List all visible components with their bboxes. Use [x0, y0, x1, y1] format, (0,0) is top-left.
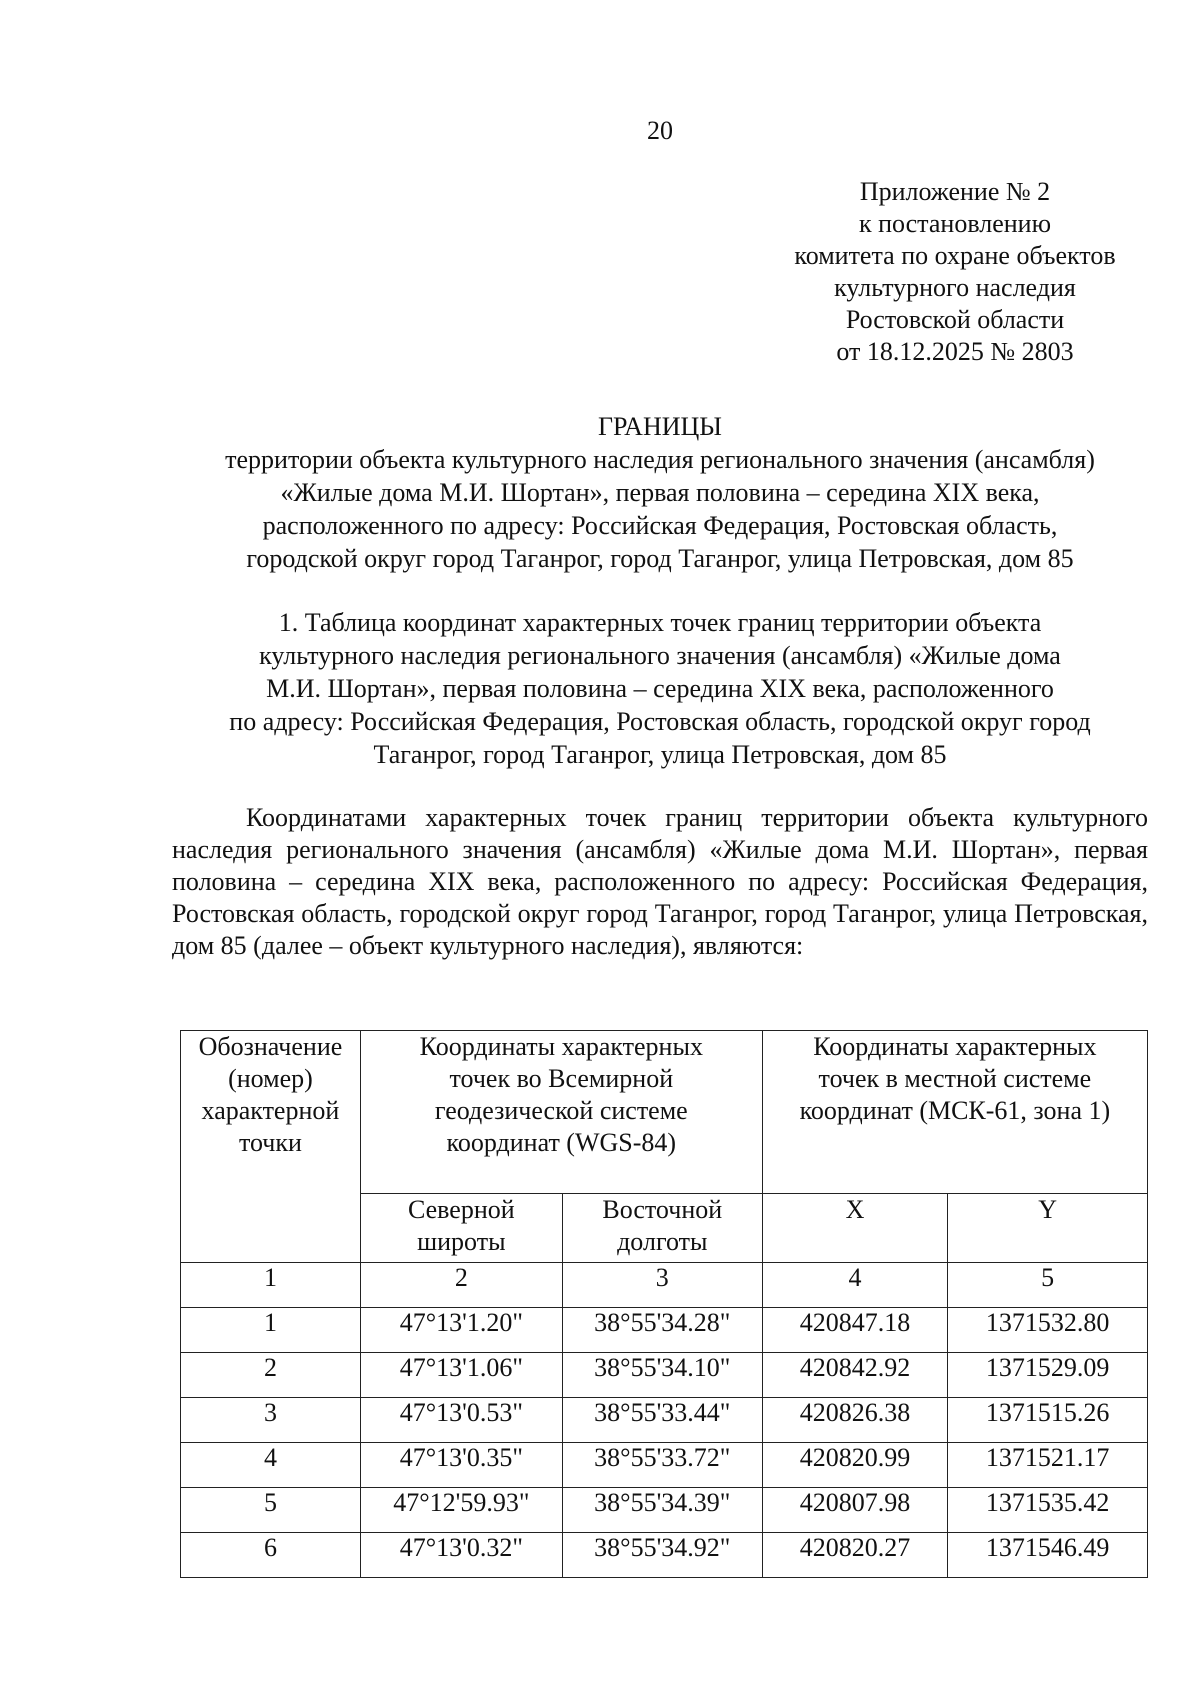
appendix-line: культурного наследия [834, 273, 1076, 302]
coord-x: 420807.98 [762, 1488, 948, 1533]
header-msk: Координаты характерных точек в местной системе координат (МСК-61, зона 1) [762, 1031, 1147, 1194]
table-row [181, 1488, 1148, 1533]
column-number: 1 [181, 1263, 361, 1308]
coord-y: 1371532.80 [948, 1308, 1148, 1353]
coord-y: 1371529.09 [948, 1353, 1148, 1398]
header-designation: Обозначение (номер) характерной точки [181, 1031, 361, 1263]
header-x: X [762, 1194, 948, 1263]
east-longitude: 38°55'34.39" [562, 1488, 762, 1533]
coord-x: 420826.38 [762, 1398, 948, 1443]
column-number-row [181, 1263, 1148, 1308]
coord-y: 1371515.26 [948, 1398, 1148, 1443]
title-line: расположенного по адресу: Российская Федерация, Ростовская область, [262, 511, 1058, 540]
header-east: Восточной долготы [562, 1194, 762, 1263]
title-line: городской округ город Таганрог, город Таганрог, улица Петровская, дом 85 [246, 544, 1074, 573]
table-row [181, 1533, 1148, 1578]
east-longitude: 38°55'34.92" [562, 1533, 762, 1578]
north-latitude: 47°13'0.53" [360, 1398, 562, 1443]
appendix-line: комитета по охране объектов [794, 241, 1116, 270]
title-heading: ГРАНИЦЫ [598, 412, 722, 441]
coordinates-table [180, 1030, 1148, 1578]
north-latitude: 47°12'59.93" [360, 1488, 562, 1533]
east-longitude: 38°55'33.44" [562, 1398, 762, 1443]
table-row [181, 1398, 1148, 1443]
coord-y: 1371546.49 [948, 1533, 1148, 1578]
appendix-line: к постановлению [858, 209, 1052, 238]
appendix-line: от 18.12.2025 № 2803 [836, 337, 1074, 366]
east-longitude: 38°55'33.72" [562, 1443, 762, 1488]
section-title-line: 1. Таблица координат характерных точек границ территории объекта [278, 608, 1042, 637]
north-latitude: 47°13'1.20" [360, 1308, 562, 1353]
body-paragraph: Координатами характерных точек границ территории объекта культурного наследия регионального значения (ансамбля) «Жилые дома М.И. Шортан», первая половина – середина XIX века, расположенного по адресу: Российская Федерация, Ростовская область, городской округ город Таганрог, город Таганрог, улица Петровская, дом 85 (далее – объект культурного наследия), являются: [172, 803, 1148, 960]
column-number: 2 [360, 1263, 562, 1308]
page-number: 20 [647, 116, 673, 145]
east-longitude: 38°55'34.10" [562, 1353, 762, 1398]
north-latitude: 47°13'0.32" [360, 1533, 562, 1578]
column-number: 4 [762, 1263, 948, 1308]
point-number: 2 [181, 1353, 361, 1398]
coord-y: 1371535.42 [948, 1488, 1148, 1533]
section-title-line: культурного наследия регионального значения (ансамбля) «Жилые дома [259, 641, 1061, 670]
coord-x: 420820.99 [762, 1443, 948, 1488]
coord-x: 420820.27 [762, 1533, 948, 1578]
section-title-line: М.И. Шортан», первая половина – середина XIX века, расположенного [266, 674, 1054, 703]
column-number: 5 [948, 1263, 1148, 1308]
point-number: 1 [181, 1308, 361, 1353]
coord-x: 420842.92 [762, 1353, 948, 1398]
table-header-row [181, 1031, 1148, 1194]
point-number: 4 [181, 1443, 361, 1488]
table-row [181, 1443, 1148, 1488]
east-longitude: 38°55'34.28" [562, 1308, 762, 1353]
appendix-block [740, 176, 1170, 368]
section-title-line: по адресу: Российская Федерация, Ростовская область, городской округ город [229, 707, 1091, 736]
point-number: 3 [181, 1398, 361, 1443]
section-title [160, 606, 1160, 771]
north-latitude: 47°13'1.06" [360, 1353, 562, 1398]
table-row [181, 1353, 1148, 1398]
section-title-line: Таганрог, город Таганрог, улица Петровская, дом 85 [373, 740, 947, 769]
coord-y: 1371521.17 [948, 1443, 1148, 1488]
header-north: Северной широты [360, 1194, 562, 1263]
table-row [181, 1308, 1148, 1353]
north-latitude: 47°13'0.35" [360, 1443, 562, 1488]
document-title [160, 410, 1160, 575]
header-wgs: Координаты характерных точек во Всемирной геодезической системе координат (WGS-84) [360, 1031, 762, 1194]
coord-x: 420847.18 [762, 1308, 948, 1353]
title-line: территории объекта культурного наследия регионального значения (ансамбля) [225, 445, 1095, 474]
header-y: Y [948, 1194, 1148, 1263]
appendix-line: Приложение № 2 [859, 177, 1051, 206]
column-number: 3 [562, 1263, 762, 1308]
point-number: 5 [181, 1488, 361, 1533]
title-line: «Жилые дома М.И. Шортан», первая половина – середина XIX века, [280, 478, 1040, 507]
point-number: 6 [181, 1533, 361, 1578]
appendix-line: Ростовской области [845, 305, 1065, 334]
